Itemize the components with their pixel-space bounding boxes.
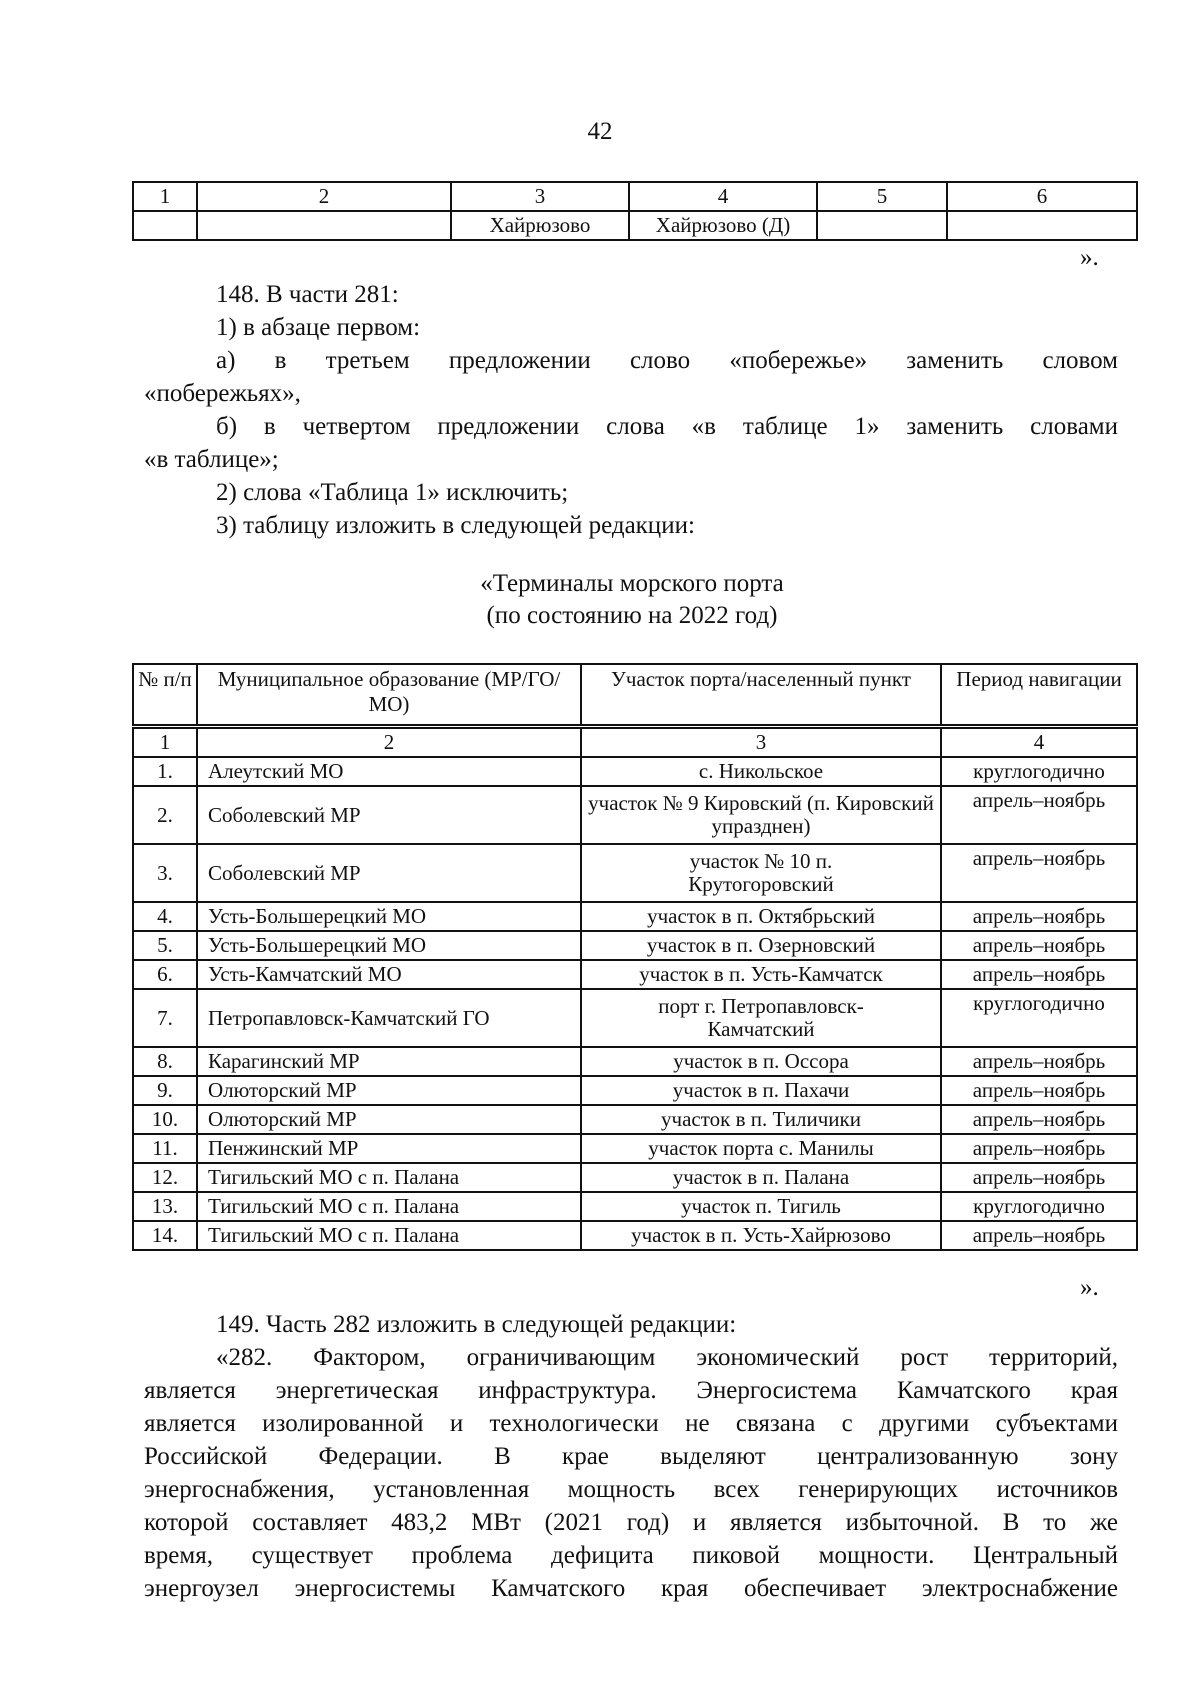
- row-navigation-period: апрель–ноябрь: [941, 1221, 1137, 1250]
- row-number: 7.: [133, 989, 197, 1047]
- table-row: [133, 1076, 1137, 1105]
- section-149-line: является энергетическая инфраструктура. Энергосистема Камчатского края: [144, 1377, 1118, 1404]
- row-number: 3.: [133, 844, 197, 902]
- table-cell: 5: [817, 182, 947, 211]
- row-number: 8.: [133, 1047, 197, 1076]
- table-header-row: [133, 664, 1137, 725]
- header-port-site: Участок порта/населенный пункт: [581, 664, 941, 725]
- table-cell: Хайрюзово (Д): [629, 211, 817, 240]
- row-navigation-period: апрель–ноябрь: [941, 786, 1137, 844]
- section-149-line: Российской Федерации. В крае выделяют централизованную зону: [144, 1443, 1118, 1470]
- section-149-line: которой составляет 483,2 МВт (2021 год) и является избыточной. В то же: [144, 1509, 1118, 1536]
- table-cell: [817, 211, 947, 240]
- section-149-line: энергоузел энергосистемы Камчатского края обеспечивает электроснабжение: [144, 1575, 1118, 1602]
- row-navigation-period: апрель–ноябрь: [941, 1134, 1137, 1163]
- section-148-item-3: 3) таблицу изложить в следующей редакции:: [216, 512, 695, 539]
- row-navigation-period: круглогодично: [941, 989, 1137, 1047]
- terminals-table-header: [132, 663, 1138, 726]
- table-header-row: [133, 182, 1137, 211]
- row-municipality: Петропавловск-Камчатский ГО: [197, 989, 581, 1047]
- row-municipality: Тигильский МО с п. Палана: [197, 1192, 581, 1221]
- row-navigation-period: апрель–ноябрь: [941, 844, 1137, 902]
- top-table-fragment: [132, 181, 1138, 241]
- section-148-item-1a-cont: «побережьях»,: [144, 380, 301, 407]
- section-148-item-1b-cont: «в таблице»;: [144, 446, 279, 473]
- row-navigation-period: апрель–ноябрь: [941, 1076, 1137, 1105]
- row-municipality: Олюторский МР: [197, 1105, 581, 1134]
- row-port-site: участок в п. Озерновский: [581, 931, 941, 960]
- closing-quote: ».: [1080, 244, 1099, 271]
- row-municipality: Тигильский МО с п. Палана: [197, 1221, 581, 1250]
- section-148-title: 148. В части 281:: [216, 281, 399, 308]
- row-port-site: участок в п. Тиличики: [581, 1105, 941, 1134]
- row-navigation-period: апрель–ноябрь: [941, 1105, 1137, 1134]
- row-navigation-period: круглогодично: [941, 1192, 1137, 1221]
- table-cell: 3: [581, 728, 941, 757]
- row-number: 5.: [133, 931, 197, 960]
- table-caption-line-2: (по состоянию на 2022 год): [486, 602, 778, 629]
- row-port-site: участок № 10 п. Крутогоровский: [581, 844, 941, 902]
- row-port-site: с. Никольское: [581, 757, 941, 786]
- column-numbering-row: [133, 728, 1137, 757]
- table-row: [133, 1192, 1137, 1221]
- table-caption: [0, 568, 1200, 632]
- row-municipality: Пенжинский МР: [197, 1134, 581, 1163]
- section-148-item-1a: а) в третьем предложении слово «побережье» заменить словом: [216, 347, 1118, 374]
- row-number: 4.: [133, 902, 197, 931]
- row-number: 13.: [133, 1192, 197, 1221]
- page-number: 42: [587, 118, 613, 145]
- row-number: 6.: [133, 960, 197, 989]
- table-cell: 4: [941, 728, 1137, 757]
- table-cell: 1: [133, 182, 197, 211]
- closing-quote: ».: [1080, 1274, 1099, 1301]
- table-cell: [947, 211, 1137, 240]
- table-row: [133, 1221, 1137, 1250]
- row-navigation-period: апрель–ноябрь: [941, 902, 1137, 931]
- table-cell: 1: [133, 728, 197, 757]
- row-municipality: Соболевский МР: [197, 844, 581, 902]
- table-cell: 3: [451, 182, 629, 211]
- row-municipality: Карагинский МР: [197, 1047, 581, 1076]
- row-number: 1.: [133, 757, 197, 786]
- row-port-site: участок в п. Октябрьский: [581, 902, 941, 931]
- row-navigation-period: круглогодично: [941, 757, 1137, 786]
- row-number: 11.: [133, 1134, 197, 1163]
- row-municipality: Усть-Камчатский МО: [197, 960, 581, 989]
- table-row: [133, 931, 1137, 960]
- table-row: [133, 1105, 1137, 1134]
- row-port-site: порт г. Петропавловск-Камчатский: [581, 989, 941, 1047]
- row-port-site: участок п. Тигиль: [581, 1192, 941, 1221]
- row-port-site: участок № 9 Кировский (п. Кировский упразднен): [581, 786, 941, 844]
- row-port-site: участок в п. Пахачи: [581, 1076, 941, 1105]
- table-row: [133, 757, 1137, 786]
- row-navigation-period: апрель–ноябрь: [941, 960, 1137, 989]
- section-149-line: время, существует проблема дефицита пиковой мощности. Центральный: [144, 1542, 1118, 1569]
- table-row: [133, 844, 1137, 902]
- row-navigation-period: апрель–ноябрь: [941, 1163, 1137, 1192]
- table-row: [133, 211, 1137, 240]
- table-row: [133, 1047, 1137, 1076]
- row-port-site: участок в п. Палана: [581, 1163, 941, 1192]
- table-cell: 2: [197, 182, 451, 211]
- table-cell: 4: [629, 182, 817, 211]
- table-cell: 6: [947, 182, 1137, 211]
- row-navigation-period: апрель–ноябрь: [941, 931, 1137, 960]
- table-row: [133, 960, 1137, 989]
- section-149-line: является изолированной и технологически не связана с другими субъектами: [144, 1410, 1118, 1437]
- table-row: [133, 1163, 1137, 1192]
- row-municipality: Олюторский МР: [197, 1076, 581, 1105]
- row-municipality: Алеутский МО: [197, 757, 581, 786]
- row-number: 12.: [133, 1163, 197, 1192]
- table-caption-line-1: «Терминалы морского порта: [480, 570, 784, 597]
- row-port-site: участок в п. Оссора: [581, 1047, 941, 1076]
- section-149-line: «282. Фактором, ограничивающим экономический рост территорий,: [216, 1344, 1118, 1371]
- table-cell: [197, 211, 451, 240]
- section-149-line: энергоснабжения, установленная мощность всех генерирующих источников: [144, 1476, 1118, 1503]
- row-port-site: участок в п. Усть-Камчатск: [581, 960, 941, 989]
- table-cell: [133, 211, 197, 240]
- row-navigation-period: апрель–ноябрь: [941, 1047, 1137, 1076]
- section-148-item-2: 2) слова «Таблица 1» исключить;: [216, 479, 569, 506]
- table-row: [133, 1134, 1137, 1163]
- row-municipality: Соболевский МР: [197, 786, 581, 844]
- row-municipality: Усть-Большерецкий МО: [197, 931, 581, 960]
- table-cell: 2: [197, 728, 581, 757]
- terminals-table: [132, 727, 1138, 1251]
- section-148-item-1: 1) в абзаце первом:: [216, 314, 421, 341]
- table-cell: Хайрюзово: [451, 211, 629, 240]
- header-municipality: Муниципальное образование (МР/ГО/МО): [197, 664, 581, 725]
- table-row: [133, 989, 1137, 1047]
- row-number: 2.: [133, 786, 197, 844]
- row-number: 14.: [133, 1221, 197, 1250]
- table-row: [133, 902, 1137, 931]
- row-number: 10.: [133, 1105, 197, 1134]
- table-row: [133, 786, 1137, 844]
- row-port-site: участок порта с. Манилы: [581, 1134, 941, 1163]
- section-149-title: 149. Часть 282 изложить в следующей редакции:: [216, 1311, 737, 1338]
- header-navigation-period: Период навигации: [941, 664, 1137, 725]
- row-port-site: участок в п. Усть-Хайрюзово: [581, 1221, 941, 1250]
- row-municipality: Тигильский МО с п. Палана: [197, 1163, 581, 1192]
- header-number: № п/п: [133, 664, 197, 725]
- section-148-item-1b: б) в четвертом предложении слова «в таблице 1» заменить словами: [216, 413, 1118, 440]
- row-municipality: Усть-Большерецкий МО: [197, 902, 581, 931]
- row-number: 9.: [133, 1076, 197, 1105]
